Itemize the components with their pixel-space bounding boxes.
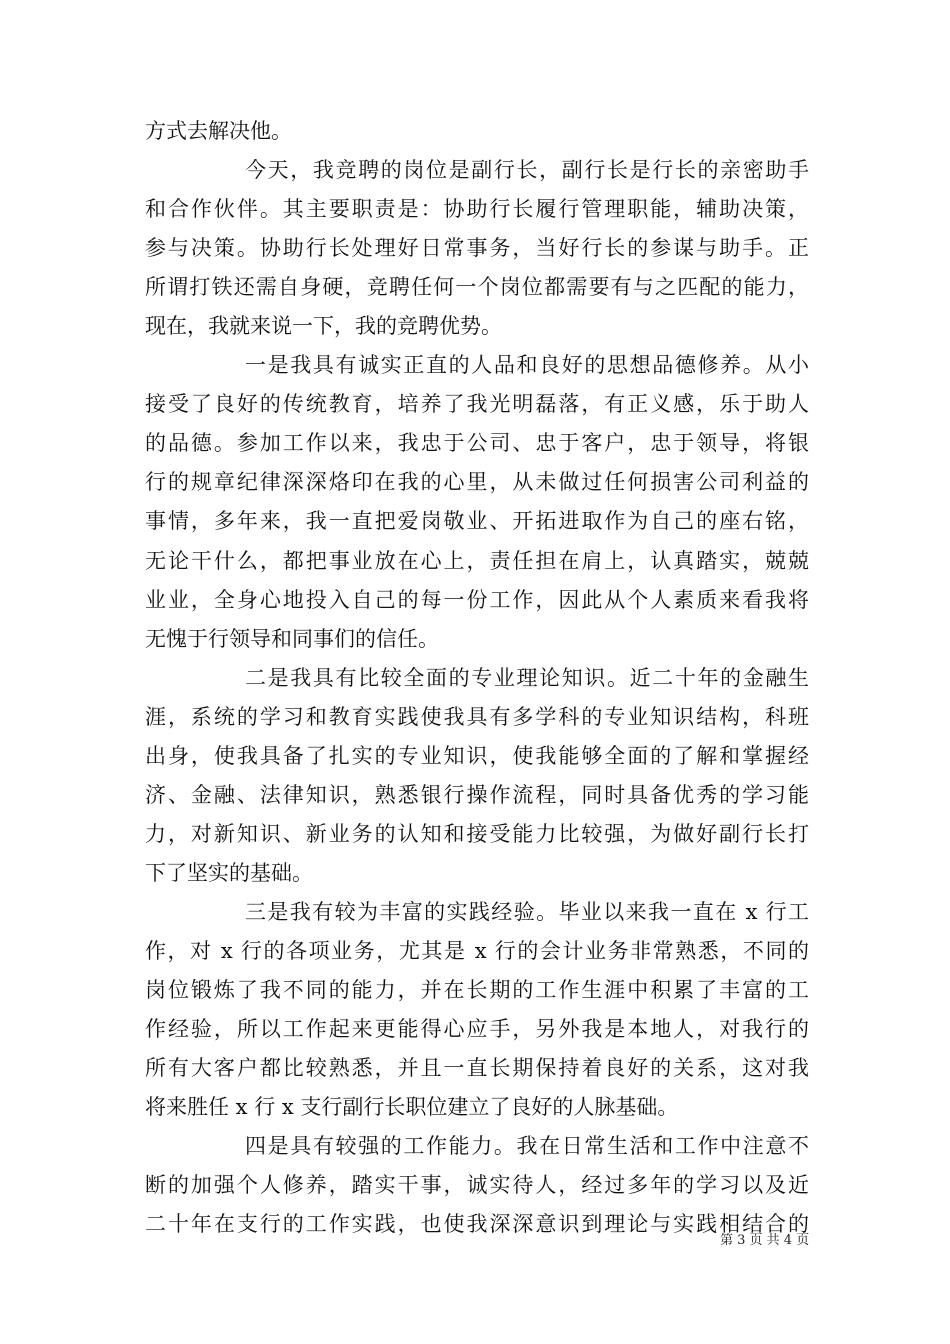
page-number-footer: 第 3 页 共 4 页 — [720, 1233, 810, 1248]
text-line: 的品德。参加工作以来，我忠于公司、忠于客户，忠于领导，将银 — [145, 431, 809, 456]
text-line: 济、金融、法律知识，熟悉银行操作流程，同时具备优秀的学习能 — [145, 782, 809, 807]
text-line: 岗位锻炼了我不同的能力，并在长期的工作生涯中积累了丰富的工 — [145, 978, 809, 1003]
paragraph-first-line: 四是具有较强的工作能力。我在日常生活和工作中注意不 — [245, 1134, 809, 1159]
text-line: 作经验，所以工作起来更能得心应手，另外我是本地人，对我行的 — [145, 1017, 809, 1042]
text-line: 参与决策。协助行长处理好日常事务，当好行长的参谋与助手。正 — [145, 236, 809, 261]
text-line: 作，对 x 行的各项业务，尤其是 x 行的会计业务非常熟悉，不同的 — [145, 938, 809, 963]
text-line: 无论干什么，都把事业放在心上，责任担在肩上，认真踏实，兢兢 — [145, 548, 809, 573]
text-line: 无愧于行领导和同事们的信任。 — [145, 626, 439, 651]
text-line: 二十年在支行的工作实践，也使我深深意识到理论与实践相结合的 — [145, 1212, 809, 1237]
text-line: 将来胜任 x 行 x 支行副行长职位建立了良好的人脉基础。 — [145, 1095, 679, 1120]
text-line: 接受了良好的传统教育，培养了我光明磊落，有正义感，乐于助人 — [145, 392, 809, 417]
text-line: 出身，使我具备了扎实的专业知识，使我能够全面的了解和掌握经 — [145, 743, 809, 768]
text-line: 业业，全身心地投入自己的每一份工作，因此从个人素质来看我将 — [145, 587, 809, 612]
text-line: 所谓打铁还需自身硬，竞聘任何一个岗位都需要有与之匹配的能力， — [145, 275, 809, 300]
text-line: 下了坚实的基础。 — [145, 860, 313, 885]
paragraph-first-line: 二是我具有比较全面的专业理论知识。近二十年的金融生 — [245, 665, 809, 690]
text-line: 方式去解决他。 — [145, 119, 292, 143]
text-line: 力，对新知识、新业务的认知和接受能力比较强，为做好副行长打 — [145, 821, 809, 846]
paragraph-first-line: 三是我有较为丰富的实践经验。毕业以来我一直在 x 行工 — [245, 899, 809, 924]
text-line: 和合作伙伴。其主要职责是：协助行长履行管理职能，辅助决策， — [145, 197, 809, 222]
paragraph-first-line: 一是我具有诚实正直的人品和良好的思想品德修养。从小 — [245, 353, 809, 378]
text-line: 所有大客户都比较熟悉，并且一直长期保持着良好的关系，这对我 — [145, 1056, 809, 1081]
text-line: 事情，多年来，我一直把爱岗敬业、开拓进取作为自己的座右铭， — [145, 509, 809, 534]
text-line: 涯，系统的学习和教育实践使我具有多学科的专业知识结构，科班 — [145, 704, 809, 729]
text-line: 断的加强个人修养，踏实干事，诚实待人，经过多年的学习以及近 — [145, 1173, 809, 1198]
text-line: 现在，我就来说一下，我的竞聘优势。 — [145, 314, 502, 339]
paragraph-first-line: 今天，我竞聘的岗位是副行长，副行长是行长的亲密助手 — [245, 158, 809, 183]
text-line: 行的规章纪律深深烙印在我的心里，从未做过任何损害公司利益的 — [145, 470, 809, 495]
body-text — [145, 112, 809, 1244]
